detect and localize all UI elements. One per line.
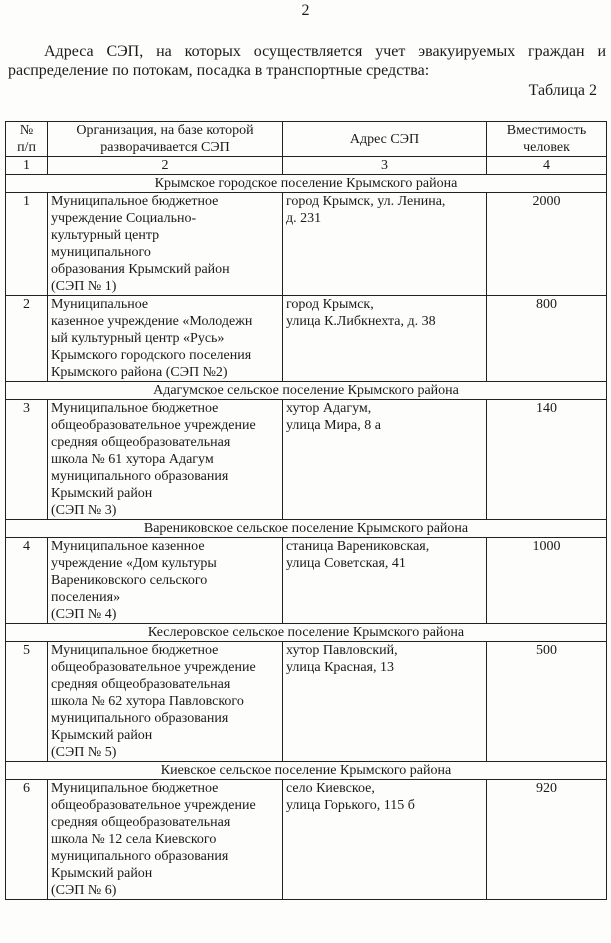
- row-org: Муниципальное бюджетное учреждение Социально- культурный центр муниципального образования Крымский район (СЭП № 1): [48, 193, 283, 296]
- row-addr: город Крымск, ул. Ленина, д. 231: [283, 193, 487, 296]
- row-num: 4: [6, 538, 48, 624]
- row-org: Муниципальное казенное учреждение «Дом культуры Варениковского сельского поселения» (СЭП № 4): [48, 538, 283, 624]
- section-title: Киевское сельское поселение Крымского района: [6, 762, 607, 780]
- row-org: Муниципальное бюджетное общеобразовательное учреждение средняя общеобразовательная школа № 61 хутора Адагум муниципального образования Крымский район (СЭП № 3): [48, 400, 283, 520]
- row-addr: хутор Адагум, улица Мира, 8 а: [283, 400, 487, 520]
- section-title: Адагумское сельское поселение Крымского района: [6, 382, 607, 400]
- row-num: 3: [6, 400, 48, 520]
- table-header-row: [6, 122, 607, 157]
- section-row: [6, 382, 607, 400]
- intro-paragraph: Адреса СЭП, на которых осуществляется учет эвакуируемых граждан и распределение по потокам, посадка в транспортные средства:: [8, 43, 606, 79]
- section-row: [6, 175, 607, 193]
- row-org: Муниципальное казенное учреждение «Молодежн ый культурный центр «Русь» Крымского городского поселения Крымского района (СЭП №2): [48, 296, 283, 382]
- section-title: Кеслеровское сельское поселение Крымского района: [6, 624, 607, 642]
- table-row: [6, 296, 607, 382]
- col-number: 3: [283, 157, 487, 175]
- row-num: 6: [6, 780, 48, 900]
- section-row: [6, 624, 607, 642]
- page-number: 2: [301, 2, 310, 19]
- col-number: 4: [487, 157, 607, 175]
- row-addr: хутор Павловский, улица Красная, 13: [283, 642, 487, 762]
- section-row: [6, 520, 607, 538]
- section-title: Варениковское сельское поселение Крымского района: [6, 520, 607, 538]
- row-num: 1: [6, 193, 48, 296]
- table-caption: Таблица 2: [528, 82, 597, 99]
- header-addr: Адрес СЭП: [283, 122, 487, 157]
- row-org: Муниципальное бюджетное общеобразовательное учреждение средняя общеобразовательная школа № 12 села Киевского муниципального образования Крымский район (СЭП № 6): [48, 780, 283, 900]
- header-org: Организация, на базе которой разворачивается СЭП: [48, 122, 283, 157]
- row-capacity: 140: [487, 400, 607, 520]
- row-capacity: 920: [487, 780, 607, 900]
- table-row: [6, 400, 607, 520]
- row-addr: село Киевское, улица Горького, 115 б: [283, 780, 487, 900]
- table-row: [6, 193, 607, 296]
- table-row: [6, 780, 607, 900]
- row-num: 2: [6, 296, 48, 382]
- section-title: Крымское городское поселение Крымского района: [6, 175, 607, 193]
- row-addr: станица Варениковская, улица Советская, 41: [283, 538, 487, 624]
- row-num: 5: [6, 642, 48, 762]
- evacuation-points-table: [5, 121, 607, 900]
- header-num: № п/п: [6, 122, 48, 157]
- table-row: [6, 538, 607, 624]
- col-number: 2: [48, 157, 283, 175]
- row-capacity: 1000: [487, 538, 607, 624]
- row-org: Муниципальное бюджетное общеобразовательное учреждение средняя общеобразовательная школа № 62 хутора Павловского муниципального образования Крымский район (СЭП № 5): [48, 642, 283, 762]
- table-row: [6, 642, 607, 762]
- row-capacity: 2000: [487, 193, 607, 296]
- column-number-row: [6, 157, 607, 175]
- col-number: 1: [6, 157, 48, 175]
- row-capacity: 500: [487, 642, 607, 762]
- section-row: [6, 762, 607, 780]
- row-addr: город Крымск, улица К.Либкнехта, д. 38: [283, 296, 487, 382]
- header-capacity: Вместимость человек: [487, 122, 607, 157]
- row-capacity: 800: [487, 296, 607, 382]
